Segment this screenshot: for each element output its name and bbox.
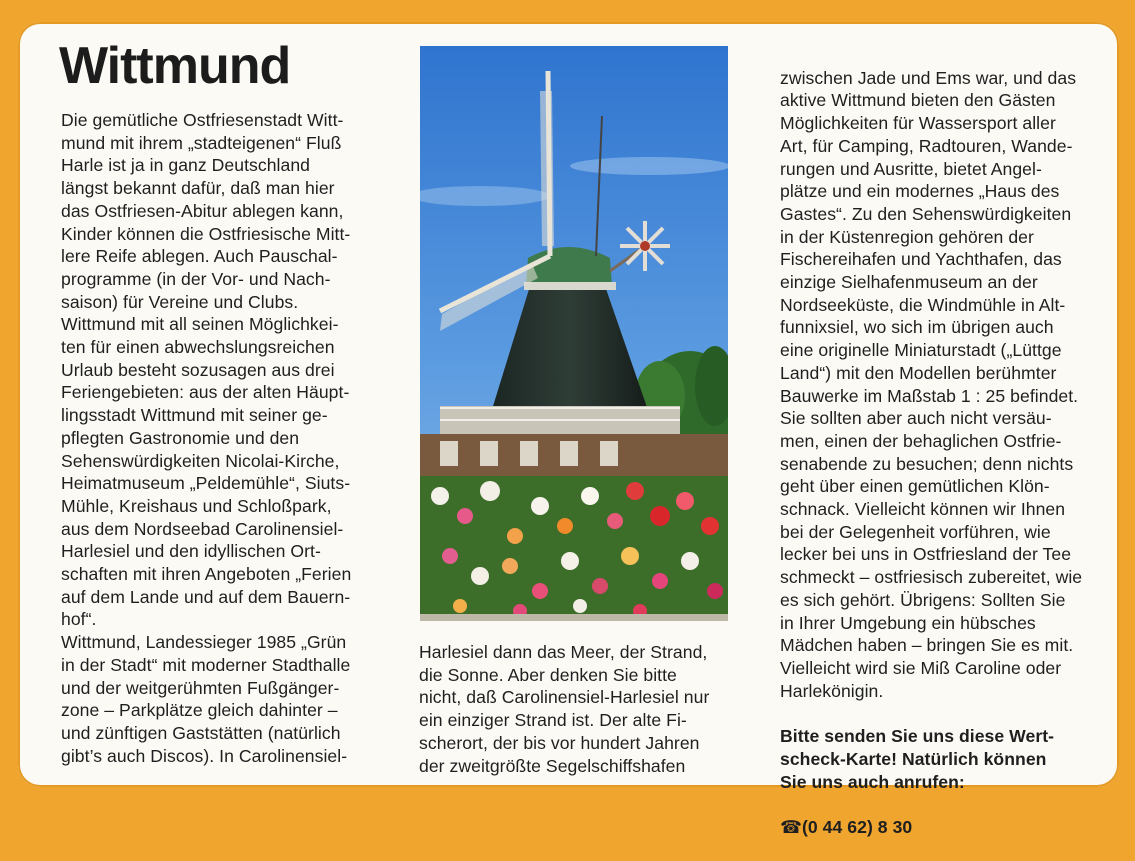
- text-column-2: Harlesiel dann das Meer, der Strand, die Sonne. Aber denken Sie bitte nicht, daß Carolinensiel-Harlesiel nur ein einziger Strand ist. Der alte Fi- scherort, der bis vor hundert Jahren der zweitgrößte Segelschiffshafen: [419, 642, 710, 776]
- page-title: Wittmund: [59, 37, 291, 95]
- call-to-action: Bitte senden Sie uns diese Wert- scheck-Karte! Natürlich können Sie uns auch anrufen:: [780, 726, 1055, 792]
- text-column-3: [780, 44, 1110, 861]
- column-3-body: zwischen Jade und Ems war, und das aktive Wittmund bieten den Gästen Möglichkeiten für Wassersport aller Art, für Camping, Radtouren, Wande- rungen und Ausritte, bietet Angel- plätze und ein modernes „Haus des Gastes“. Zu den Sehenswürdigkeiten in der Küstenregion gehören der Fischereihafen und Yachthafen, das einzige Sielhafenmuseum an der Nordseeküste, die Windmühle in Alt- funnixsiel, wo sich im übrigen auch eine originelle Miniaturstadt („Lüttge Land“) mit den Modellen berühmter Bauwerke im Maßstab 1 : 25 befindet. Sie sollten aber auch nicht versäu- men, einen der behaglichen Ostfrie- senabende zu besuchen; denn nichts geht über einen gemütlichen Klön- schnack. Vielleicht können wir Ihnen bei der Gelegenheit vorführen, wie lecker bei uns in Ostfriesland der Tee schmeckt – ostfriesisch zubereitet, wie es sich gehört. Übrigens: Sollten Sie in Ihrer Umgebung ein hübsches Mädchen haben – bringen Sie es mit. Vielleicht wird sie Miß Caroline oder Harlekönigin.: [780, 67, 1083, 701]
- phone-icon: ☎: [780, 816, 802, 837]
- postcard: [18, 22, 1119, 837]
- windmill-photo: [420, 46, 728, 621]
- phone-number: (0 44 62) 8 30: [802, 816, 913, 837]
- text-column-1: Die gemütliche Ostfriesenstadt Witt- mund mit ihrem „stadteigenen“ Fluß Harle ist ja in ganz Deutschland längst bekannt dafür, daß man hier das Ostfriesen-Abitur ablegen kann, Kinder können die Ostfriesische Mitt- lere Reife ablegen. Auch Pauschal- programme (in der Vor- und Nach- saison) für Vereine und Clubs. Wittmund mit all seinen Möglichkei- ten für einen abwechslungsreichen Urlaub besteht sozusagen aus drei Feriengebieten: aus der alten Häupt- lingsstadt Wittmund mit seiner ge- pflegten Gastronomie und den Sehenswürdigkeiten Nicolai-Kirche, Heimatmuseum „Peldemühle“, Siuts- Mühle, Kreishaus und Schloßpark, aus dem Nordseebad Carolinensiel- Harlesiel und den idyllischen Ort- schaften mit ihren Angeboten „Ferien auf dem Lande und auf dem Bauern- hof“. Wittmund, Landessieger 1985 „Grün in der Stadt“ mit moderner Stadthalle und der weitgerühmten Fußgänger- zone – Parkplätze gleich dahinter – und zünftigen Gaststätten (natürlich gibt’s auch Discos). In Carolinensiel-: [61, 110, 352, 766]
- phone-line: [780, 816, 1110, 839]
